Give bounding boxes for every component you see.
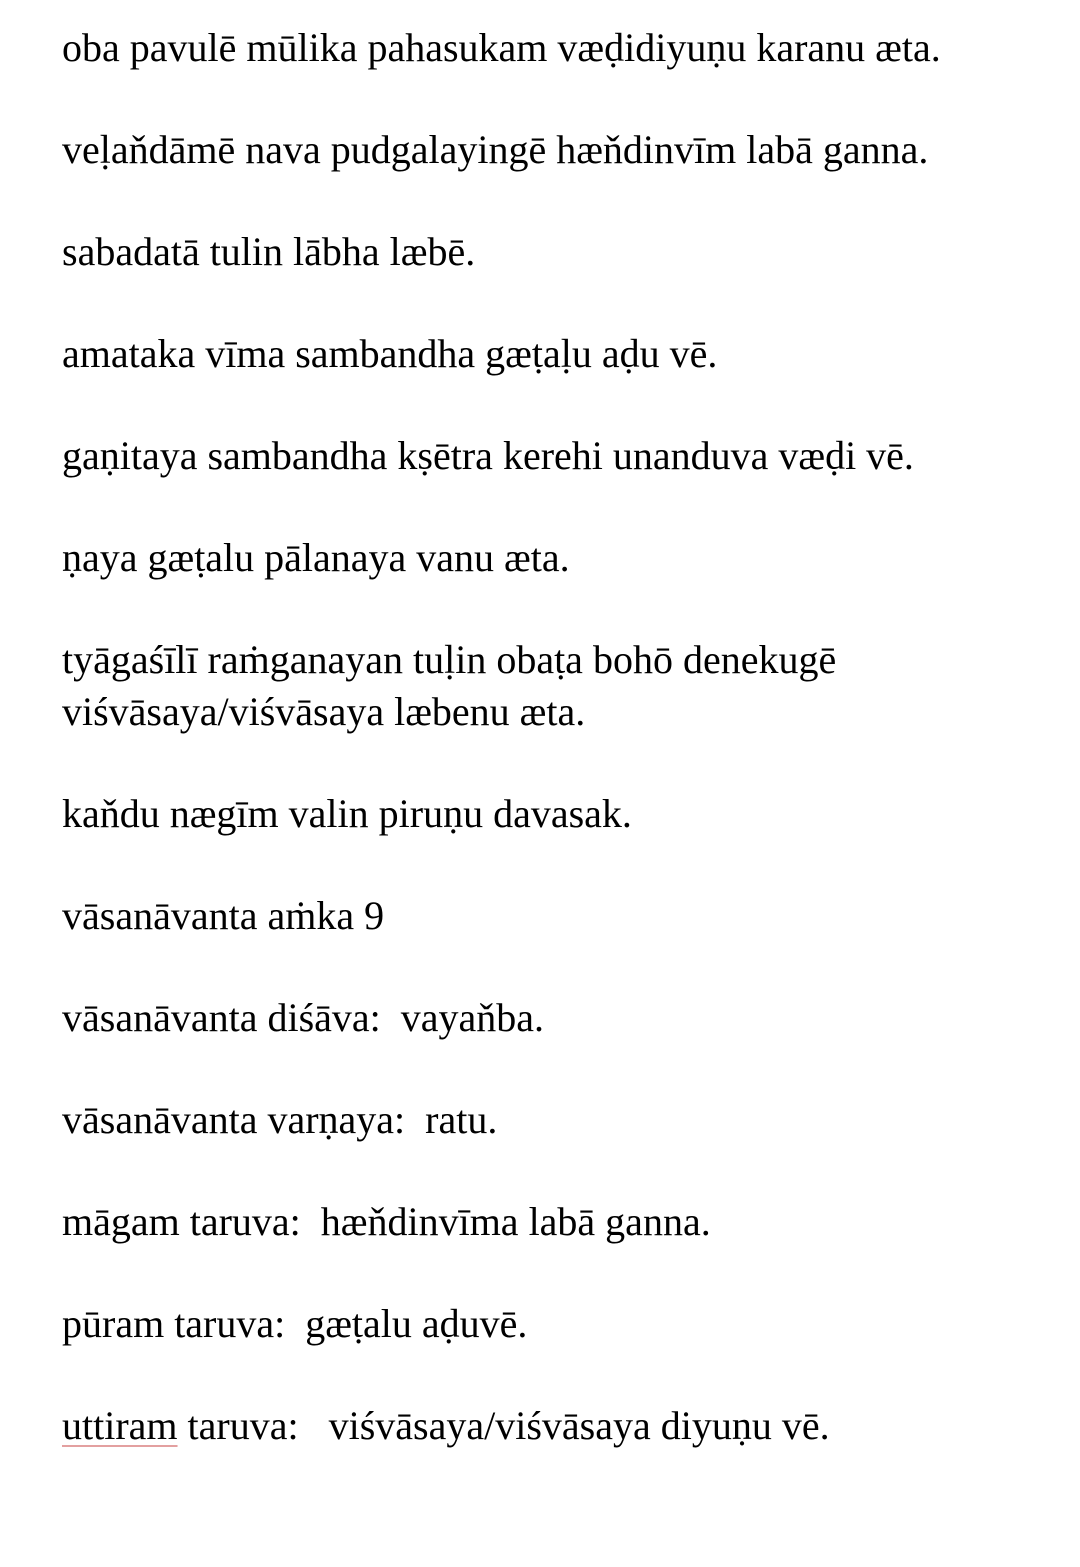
paragraph: kaňdu nægīm valin piruṇu davasak. — [62, 791, 632, 836]
paragraph: gaṇitaya sambandha kṣētra kerehi unanduva væḍi vē. — [62, 433, 914, 478]
paragraph: oba pavulē mūlika pahasukam væḍidiyuṇu karanu æta. — [62, 25, 941, 70]
paragraph: veḷaňdāmē nava pudgalayingē hæňdinvīm labā ganna. — [62, 127, 929, 172]
paragraph: vāsanāvanta aṁka 9 — [62, 893, 385, 938]
paragraph-last — [62, 1400, 1052, 1452]
paragraph: vāsanāvanta diśāva: vayaňba. — [62, 995, 545, 1040]
paragraph: pūram taruva: gæṭalu aḍuvē. — [62, 1301, 528, 1346]
paragraph-last-rest: taruva: viśvāsaya/viśvāsaya diyuṇu vē. — [177, 1403, 830, 1448]
paragraph: amataka vīma sambandha gæṭaḷu aḍu vē. — [62, 331, 718, 376]
paragraph: ṇaya gæṭalu pālanaya vanu æta. — [62, 535, 570, 580]
spellcheck-flagged-word[interactable]: uttiram — [62, 1403, 178, 1448]
document-body — [62, 22, 1052, 1502]
paragraph: māgam taruva: hæňdinvīma labā ganna. — [62, 1199, 711, 1244]
paragraph: sabadatā tulin lābha læbē. — [62, 229, 476, 274]
paragraph: tyāgaśīlī raṁganayan tuḷin obaṭa bohō denekugē viśvāsaya/viśvāsaya læbenu æta. — [62, 637, 847, 734]
paragraph: vāsanāvanta varṇaya: ratu. — [62, 1097, 498, 1142]
